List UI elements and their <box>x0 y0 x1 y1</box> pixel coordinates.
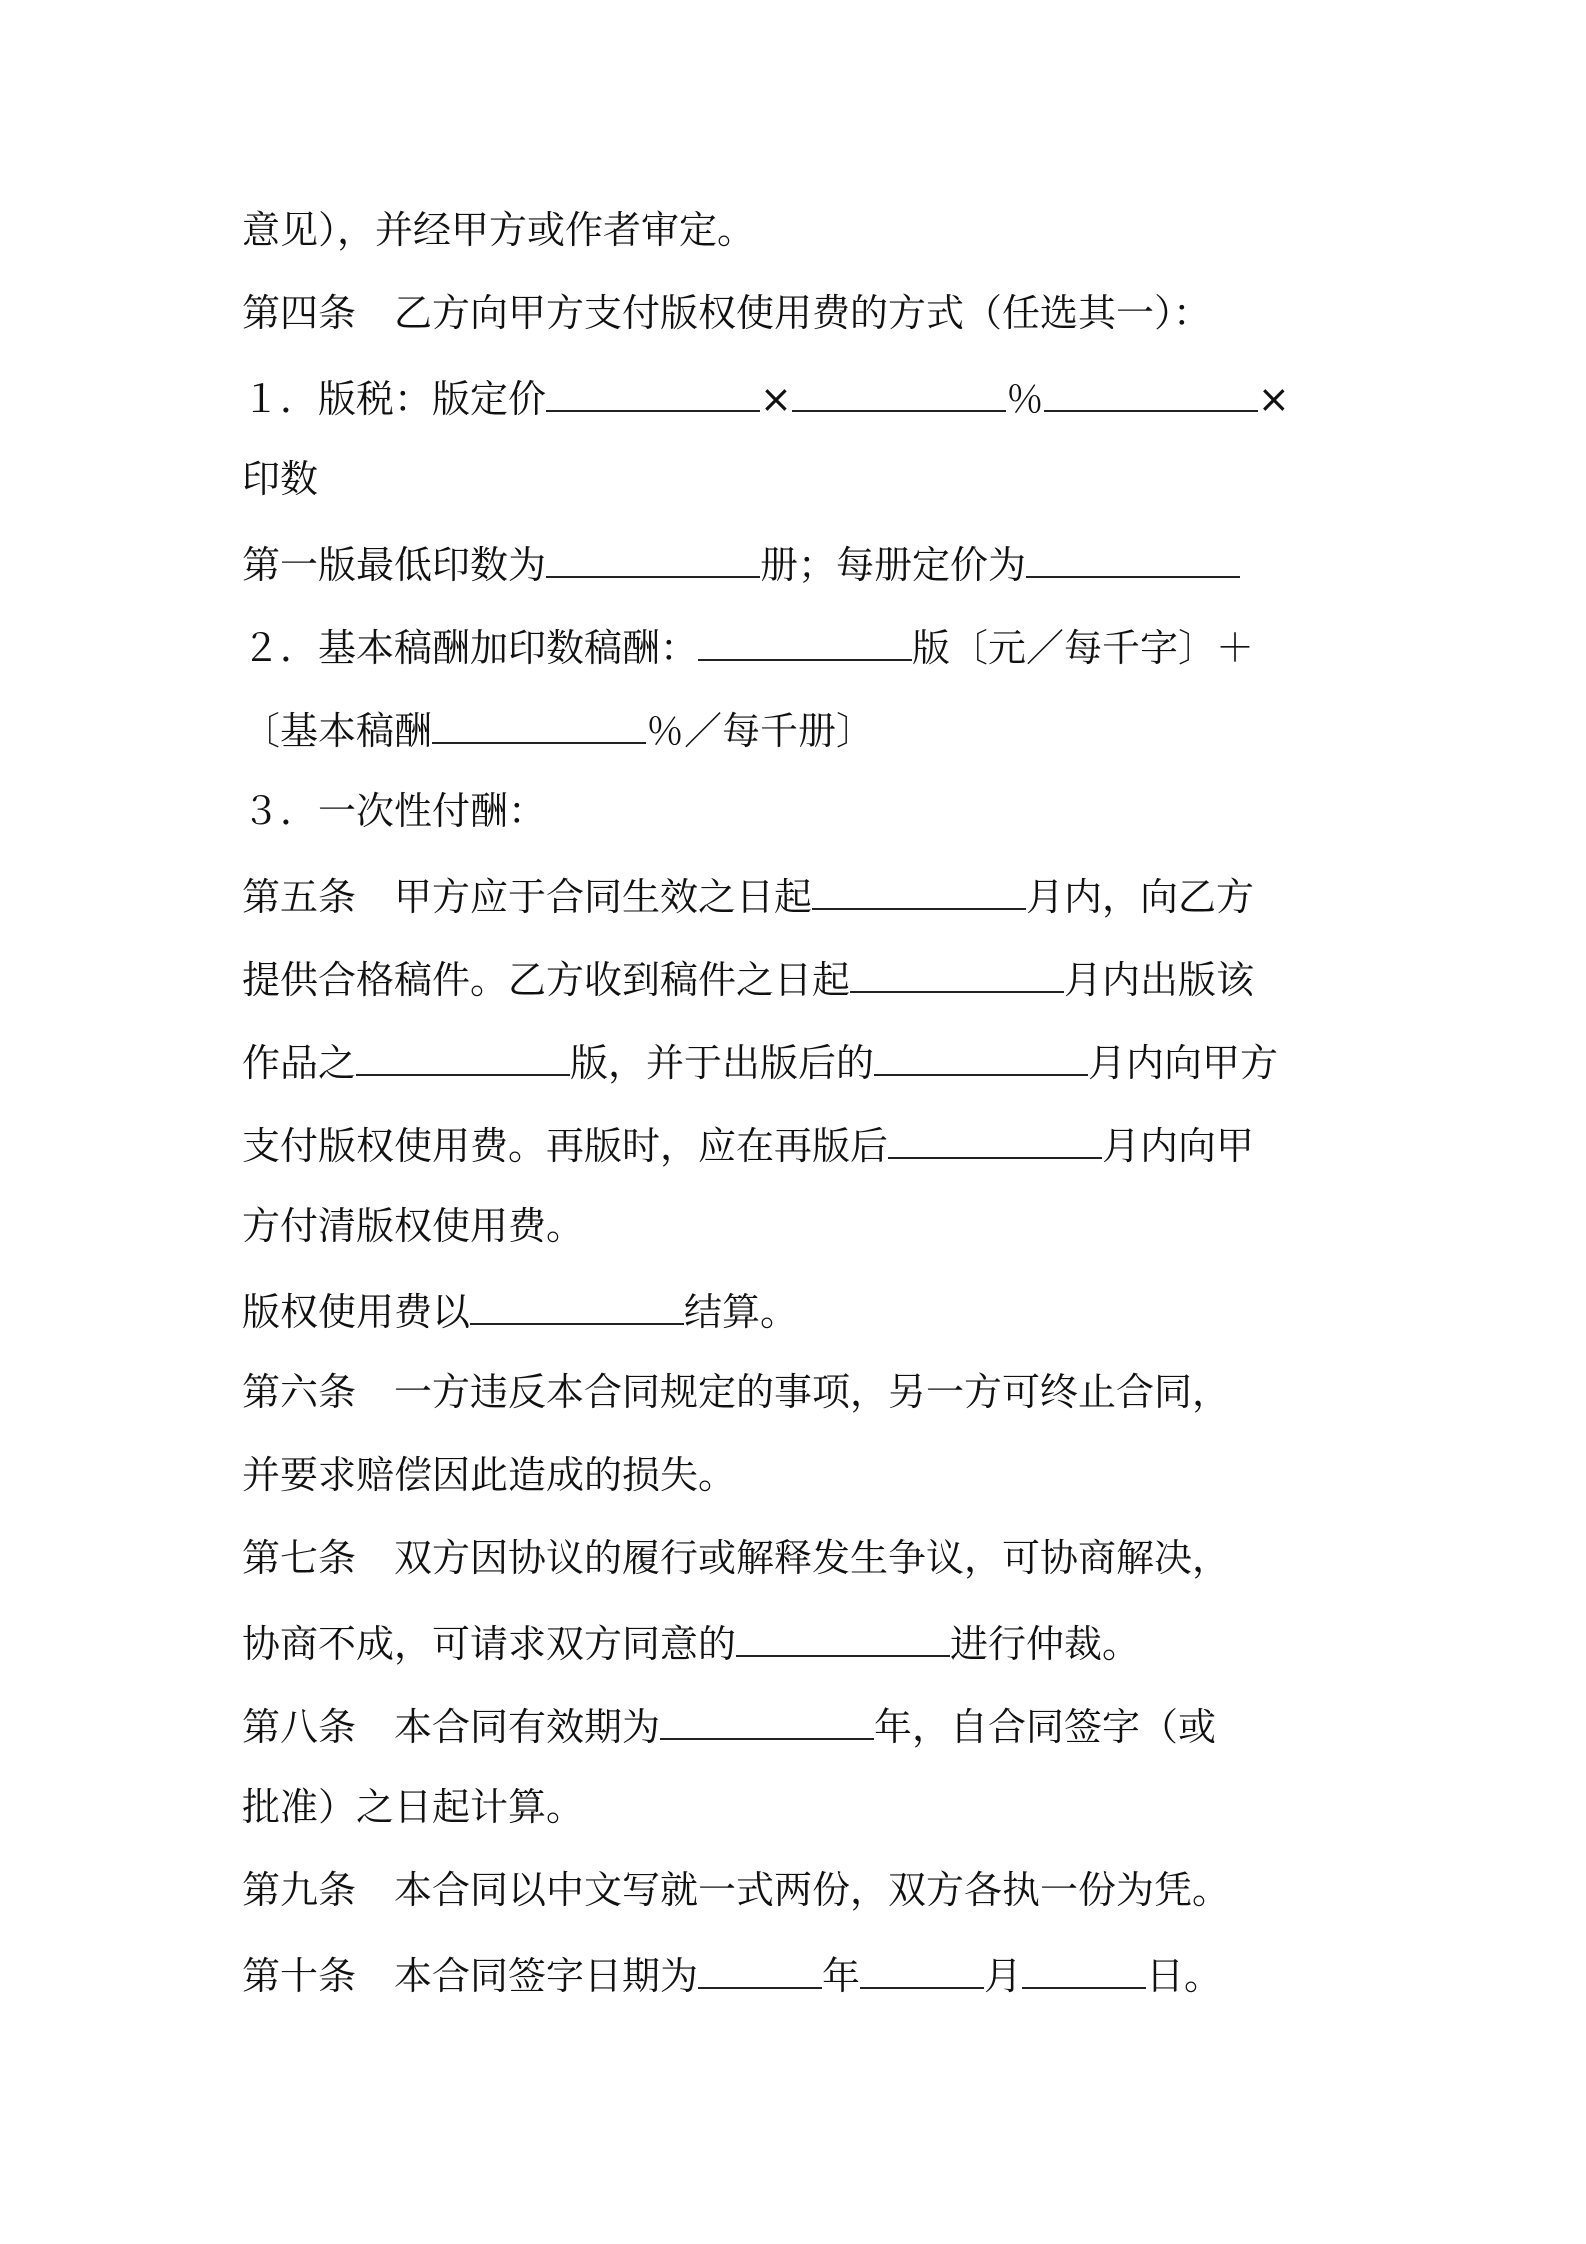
article-5-text: 第五条 甲方应于合同生效之日起 <box>242 875 813 919</box>
article-5-line-2 <box>242 947 1362 1007</box>
blank-line <box>1044 366 1258 412</box>
article-7-text: 第七条 双方因协议的履行或解释发生争议，可协商解决， <box>242 1536 1231 1580</box>
article-10 <box>242 1943 1362 2003</box>
article-4-item-2 <box>242 615 1362 675</box>
article-5-text: 月内，向乙方 <box>1026 875 1255 919</box>
article-4-heading <box>242 283 1362 343</box>
blank-line <box>850 947 1064 993</box>
article-4-item-2-cont <box>242 698 1362 758</box>
article-4-item-1 <box>242 366 1362 426</box>
blank-line <box>546 366 760 412</box>
article-4-min-print <box>242 532 1362 592</box>
item-2-label: ２．基本稿酬加印数稿酬： <box>242 626 699 670</box>
article-6-line-2 <box>242 1445 1362 1505</box>
continuation-text: 意见），并经甲方或作者审定。 <box>242 208 756 252</box>
article-5-text: 月内出版该 <box>1064 958 1255 1002</box>
multiply-sign: × <box>1257 377 1290 421</box>
article-7-line-1 <box>242 1528 1362 1588</box>
item-3-label: ３．一次性付酬： <box>242 789 547 833</box>
blank-line <box>888 1113 1102 1159</box>
blank-line <box>432 698 646 744</box>
base-fee-unit: ％／每千册〕 <box>646 709 875 753</box>
article-10-text: 第十条 本合同签字日期为 <box>242 1954 699 1998</box>
article-9-text: 第九条 本合同以中文写就一式两份，双方各执一份为凭。 <box>242 1868 1231 1912</box>
article-4-title: 第四条 乙方向甲方支付版权使用费的方式（任选其一）： <box>242 291 1212 335</box>
blank-line <box>1026 532 1240 578</box>
blank-line <box>660 1694 874 1740</box>
article-8-text: 批准）之日起计算。 <box>242 1785 585 1829</box>
blank-line <box>792 366 1006 412</box>
article-4-item-1-cont <box>242 449 1362 509</box>
article-9 <box>242 1860 1362 1920</box>
min-print-label: 第一版最低印数为 <box>242 543 547 587</box>
blank-line <box>736 1611 950 1657</box>
percent-sign: ％ <box>1005 377 1044 421</box>
article-5-line-4 <box>242 1113 1362 1173</box>
day-label: 日。 <box>1146 1954 1223 1998</box>
article-4-item-3 <box>242 781 1362 841</box>
blank-line <box>812 864 1026 910</box>
item-1-label: １．版税：版定价 <box>242 377 547 421</box>
article-6-line-1 <box>242 1362 1362 1422</box>
blank-line <box>698 1943 822 1989</box>
article-5-text: 提供合格稿件。乙方收到稿件之日起 <box>242 958 851 1002</box>
article-8-line-1 <box>242 1694 1362 1754</box>
print-count-label: 印数 <box>242 457 319 501</box>
month-label: 月 <box>984 1954 1023 1998</box>
multiply-sign: × <box>760 377 792 421</box>
item-2-unit: 版〔元／每千字〕＋ <box>912 626 1255 670</box>
article-5-text: 作品之 <box>242 1041 357 1085</box>
article-5-text: 方付清版权使用费。 <box>242 1204 585 1248</box>
blank-line <box>874 1030 1088 1076</box>
text-line-1 <box>242 200 1362 260</box>
blank-line <box>1022 1943 1146 1989</box>
article-5-text: 月内向甲方 <box>1088 1041 1279 1085</box>
article-5-settlement <box>242 1279 1362 1339</box>
article-6-text: 第六条 一方违反本合同规定的事项，另一方可终止合同， <box>242 1370 1231 1414</box>
article-8-text: 第八条 本合同有效期为 <box>242 1705 661 1749</box>
article-8-line-2 <box>242 1777 1362 1837</box>
blank-line <box>546 532 760 578</box>
price-label: 册；每册定价为 <box>760 543 1027 587</box>
article-5-line-1 <box>242 864 1362 924</box>
article-8-text: 年，自合同签字（或 <box>874 1705 1217 1749</box>
blank-line <box>356 1030 570 1076</box>
blank-line <box>470 1279 684 1325</box>
article-5-text: 支付版权使用费。再版时，应在再版后 <box>242 1124 889 1168</box>
year-label: 年 <box>822 1954 861 1998</box>
base-fee-label: 〔基本稿酬 <box>242 709 433 753</box>
blank-line <box>860 1943 984 1989</box>
article-5-line-3 <box>242 1030 1362 1090</box>
article-7-text: 协商不成，可请求双方同意的 <box>242 1622 737 1666</box>
article-5-line-5 <box>242 1196 1362 1256</box>
settlement-label: 版权使用费以 <box>242 1290 471 1334</box>
article-7-line-2 <box>242 1611 1362 1671</box>
settlement-suffix: 结算。 <box>684 1290 799 1334</box>
article-5-text: 月内向甲 <box>1102 1124 1255 1168</box>
article-5-text: 版，并于出版后的 <box>570 1041 875 1085</box>
blank-line <box>698 615 912 661</box>
article-6-text: 并要求赔偿因此造成的损失。 <box>242 1453 737 1497</box>
article-7-text: 进行仲裁。 <box>950 1622 1141 1666</box>
